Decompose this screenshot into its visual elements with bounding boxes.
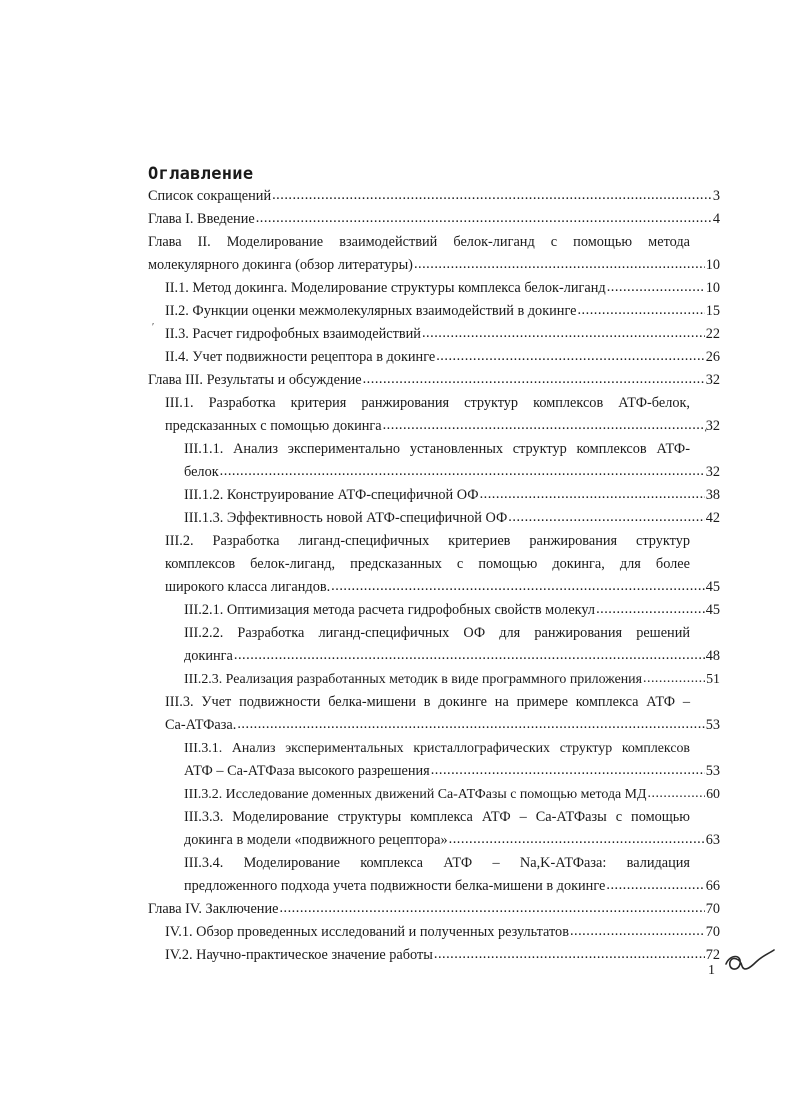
leader-dots	[383, 414, 708, 439]
toc-entry-page: 66	[705, 878, 720, 894]
toc-entry-title: IV.2. Научно-практическое значение работы	[165, 947, 433, 963]
toc-entry-wrap[interactable]	[165, 553, 690, 576]
toc-entry-page: 53	[705, 763, 720, 779]
toc-heading: Оглавление	[148, 164, 254, 184]
toc-entry[interactable]	[184, 783, 720, 806]
toc-entry-title: III.2.2. Разработка лиганд-специфичных ОФ для ранжирования решений	[184, 625, 690, 641]
toc-entry-title: III.3.1. Анализ экспериментальных кристаллографических структур комплексов	[184, 741, 690, 756]
toc-entry[interactable]	[165, 576, 720, 599]
toc-entry-title: III.3.2. Исследование доменных движений Ca-АТФазы с помощью метода МД	[184, 787, 647, 802]
leader-dots	[577, 299, 704, 322]
toc-entry-title: II.2. Функции оценки межмолекулярных взаимодействий в докинге	[165, 303, 577, 319]
page-number: 1	[708, 963, 715, 978]
toc-entry-title: комплексов белок-лиганд, предсказанных с помощью докинга, для более	[165, 556, 690, 572]
toc-entry-page: 4	[712, 211, 720, 227]
toc-entry-page: 32	[705, 418, 720, 434]
toc-entry-title: предложенного подхода учета подвижности белка-мишени в докинге	[184, 878, 606, 894]
toc-entry[interactable]	[184, 507, 720, 530]
toc-entry-wrap[interactable]	[184, 852, 690, 875]
leader-dots	[648, 782, 706, 805]
toc-entry-page: 45	[705, 579, 720, 595]
toc-entry-title: III.1.2. Конструирование АТФ-специфичной ОФ	[184, 487, 479, 503]
toc-entry[interactable]	[184, 461, 720, 484]
toc-entry[interactable]	[184, 484, 720, 507]
toc-entry-title: III.3. Учет подвижности белка-мишени в докинге на примере комплекса АТФ –	[165, 694, 690, 710]
toc-entry-title: III.3.3. Моделирование структуры комплекса АТФ – Ca-АТФазы с помощью	[184, 809, 690, 825]
toc-entry-title: III.2.1. Оптимизация метода расчета гидрофобных свойств молекул	[184, 602, 596, 618]
toc-entry-page: 70	[705, 901, 720, 917]
scan-mark: ʻ	[704, 428, 708, 439]
toc-entry[interactable]	[148, 369, 720, 392]
toc-entry[interactable]	[165, 944, 720, 967]
toc-entry-page: 38	[705, 487, 720, 503]
toc-entry[interactable]	[184, 645, 720, 668]
toc-entry-page: 53	[705, 717, 720, 733]
toc-entry[interactable]	[184, 829, 720, 852]
toc-entry-page: 15	[705, 303, 720, 319]
toc-entry[interactable]	[148, 898, 720, 921]
leader-dots	[449, 828, 705, 851]
toc-entry[interactable]	[165, 921, 720, 944]
toc-entry[interactable]	[148, 185, 720, 208]
leader-dots	[331, 575, 705, 598]
toc-entry-title: белок	[184, 464, 219, 480]
toc-entry-title: III.1. Разработка критерия ранжирования структур комплексов АТФ-белок,	[165, 395, 690, 411]
toc-entry-title: Ca-АТФаза.	[165, 717, 237, 733]
toc-entry-title: III.1.3. Эффективность новой АТФ-специфичной ОФ	[184, 510, 508, 526]
leader-dots	[643, 667, 705, 690]
handwritten-initial-icon	[722, 948, 778, 976]
toc-entry[interactable]	[165, 323, 720, 346]
toc-entry[interactable]	[165, 415, 720, 438]
toc-entry-page: 45	[705, 602, 720, 618]
toc-entry-page: 32	[705, 464, 720, 480]
toc-entry-page: 72	[705, 947, 720, 963]
toc-entry-page: 63	[705, 832, 720, 848]
toc-entry-title: Глава I. Введение	[148, 211, 255, 227]
toc-entry[interactable]	[165, 346, 720, 369]
leader-dots	[422, 322, 705, 345]
toc-entry-wrap[interactable]	[165, 392, 690, 415]
toc-entry-wrap[interactable]	[184, 737, 690, 760]
leader-dots	[237, 713, 704, 736]
toc-entry-title: III.2. Разработка лиганд-специфичных критериев ранжирования структур	[165, 533, 690, 549]
toc-entry-title: IV.1. Обзор проведенных исследований и полученных результатов	[165, 924, 569, 940]
toc-entry-page: 70	[705, 924, 720, 940]
toc-entry-page: 22	[705, 326, 720, 342]
toc-entry-title: Глава II. Моделирование взаимодействий белок-лиганд с помощью метода	[148, 234, 690, 250]
toc-entry-title: широкого класса лигандов.	[165, 579, 331, 595]
leader-dots	[607, 276, 705, 299]
toc-entry-title: II.1. Метод докинга. Моделирование структуры комплекса белок-лиганд	[165, 280, 606, 296]
toc-entry-title: докинга в модели «подвижного рецептора»	[184, 832, 448, 848]
leader-dots	[436, 345, 704, 368]
toc-entry-page: 26	[705, 349, 720, 365]
toc-entry-title: III.3.4. Моделирование комплекса АТФ – Na,K-АТФаза: валидация	[184, 855, 690, 871]
toc-entry-title: молекулярного докинга (обзор литературы)	[148, 257, 413, 273]
leader-dots	[431, 759, 705, 782]
toc-entry[interactable]	[184, 668, 720, 691]
leader-dots	[256, 207, 712, 230]
leader-dots	[606, 874, 704, 897]
toc-entry-page: 60	[706, 787, 720, 802]
toc-entry[interactable]	[184, 599, 720, 622]
toc-entry[interactable]	[165, 300, 720, 323]
toc-entry-wrap[interactable]	[184, 438, 690, 461]
toc-entry[interactable]	[184, 875, 720, 898]
scan-mark: ʹ	[152, 322, 155, 333]
toc-entry-page: 51	[706, 672, 720, 687]
toc-entry-title: III.1.1. Анализ экспериментально установленных структур комплексов АТФ-	[184, 441, 690, 457]
toc-entry-title: III.2.3. Реализация разработанных методик в виде программного приложения	[184, 672, 643, 687]
toc-entry[interactable]	[165, 277, 720, 300]
toc-entry-page: 3	[712, 188, 720, 204]
toc-entry-page: 42	[705, 510, 720, 526]
leader-dots	[234, 644, 705, 667]
toc-entry[interactable]	[165, 714, 720, 737]
leader-dots	[363, 368, 705, 391]
leader-dots	[279, 897, 704, 920]
toc-entry-page: 48	[705, 648, 720, 664]
toc-entry-page: 10	[705, 257, 720, 273]
leader-dots	[414, 253, 705, 276]
toc-entry-title: II.3. Расчет гидрофобных взаимодействий	[165, 326, 421, 342]
leader-dots	[508, 506, 704, 529]
toc-entry[interactable]	[148, 208, 720, 231]
leader-dots	[434, 943, 705, 966]
toc-entry-wrap[interactable]	[148, 231, 690, 254]
toc-entry-page: 10	[705, 280, 720, 296]
leader-dots	[272, 184, 712, 207]
toc-entry-title: Список сокращений	[148, 188, 272, 204]
toc-entry-page: 32	[705, 372, 720, 388]
toc-entry-title: предсказанных с помощью докинга	[165, 418, 382, 434]
toc-entry-wrap[interactable]	[165, 530, 690, 553]
toc-entry-title: II.4. Учет подвижности рецептора в докинге	[165, 349, 436, 365]
toc-entry-wrap[interactable]	[184, 622, 690, 645]
toc-entry-title: Глава IV. Заключение	[148, 901, 279, 917]
toc-entry-wrap[interactable]	[184, 806, 690, 829]
leader-dots	[596, 598, 705, 621]
toc-entry-title: Глава III. Результаты и обсуждение	[148, 372, 362, 388]
toc-entry[interactable]	[184, 760, 720, 783]
toc-entry-title: АТФ – Ca-АТФаза высокого разрешения	[184, 763, 430, 779]
toc-entry[interactable]	[148, 254, 720, 277]
toc-entry-title: докинга	[184, 648, 233, 664]
leader-dots	[480, 483, 705, 506]
toc-entry-wrap[interactable]	[165, 691, 690, 714]
leader-dots	[570, 920, 705, 943]
leader-dots	[220, 460, 705, 483]
